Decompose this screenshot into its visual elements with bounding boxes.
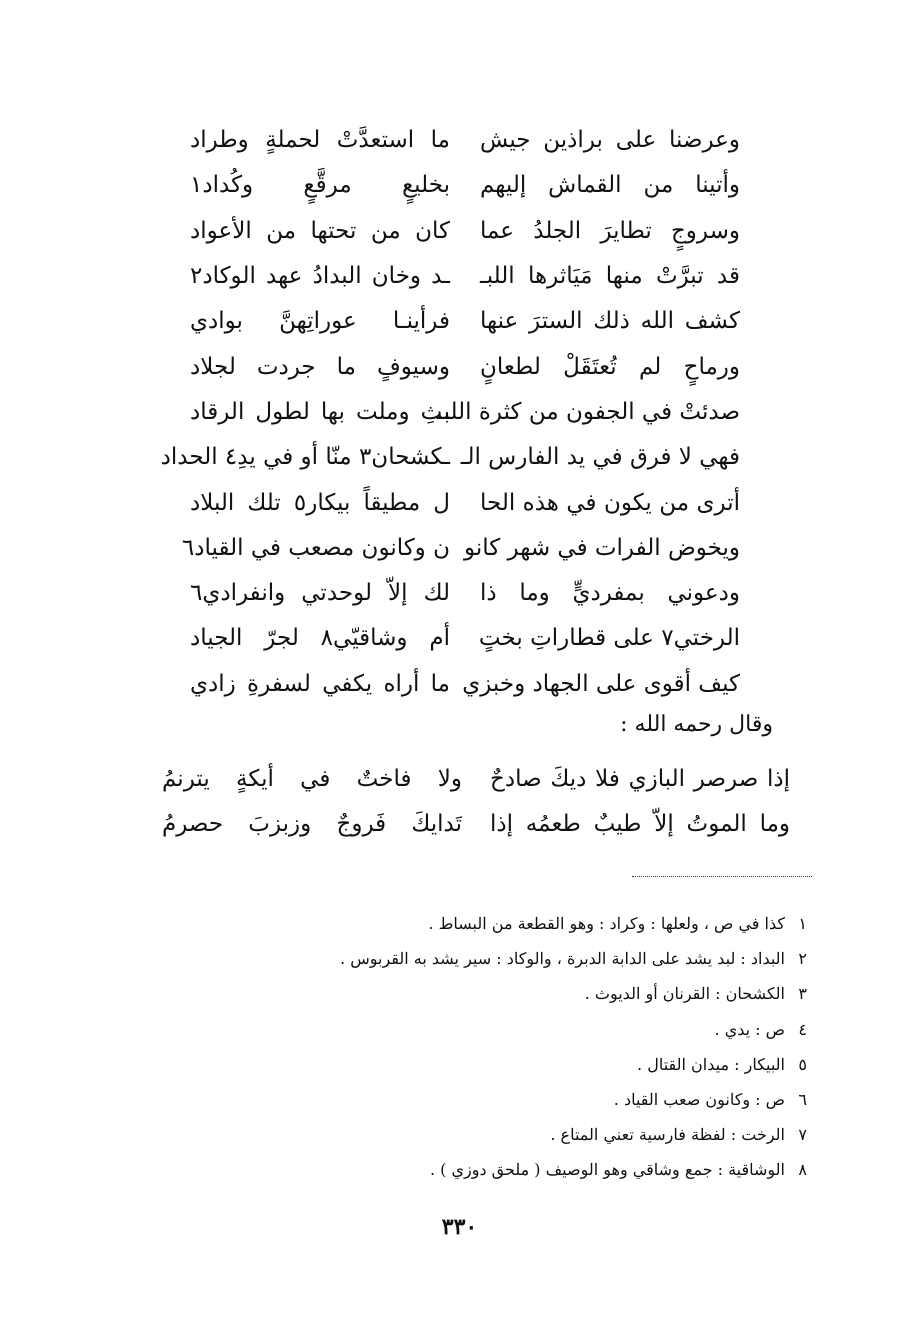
footnote-text: البداد : لبد يشد على الدابة الدبرة ، والوكاد : سير يشد به القربوس .: [340, 949, 785, 969]
verse-line: [180, 526, 740, 571]
footnote: [207, 976, 807, 1011]
verse-line: [180, 299, 740, 344]
verse-second-hemistich: كان من تحتها من الأعواد: [190, 217, 450, 244]
verse-first-hemistich: ودعوني بمفرديٍّ وما ذا: [480, 580, 740, 607]
verse-first-hemistich: وسروجٍ تطايرَ الجلدُ عما: [480, 217, 740, 244]
verse-first-hemistich: صدئتْ في الجفون من كثرة اللبـ: [436, 398, 740, 425]
poem-2: [162, 756, 790, 846]
footnote: [207, 1152, 807, 1187]
verse-line: [180, 662, 740, 707]
footnote: [207, 1082, 807, 1117]
footnote-number: ٢: [798, 949, 807, 969]
footnote-text: ص : يدي .: [714, 1019, 785, 1039]
footnote-number: ٨: [798, 1160, 807, 1180]
footnote-number: ٧: [798, 1125, 807, 1145]
footnote-number: ٦: [798, 1090, 807, 1110]
footnote-text: الوشاقية : جمع وشاقي وهو الوصيف ( ملحق دوزي ) .: [429, 1160, 785, 1180]
verse-second-hemistich: ـكشحان٣ منّا أو في يدِ٤ الحداد: [160, 444, 450, 471]
verse-first-hemistich: أترى من يكون في هذه الحا: [480, 489, 740, 516]
footnote: [207, 1012, 807, 1047]
verse-second-hemistich: تَدايكَ فَروجٌ وزبزبَ حصرمُ: [162, 810, 462, 837]
verse-first-hemistich: إذا صرصر البازي فلا ديكَ صادحٌ: [490, 765, 790, 792]
footnote-number: ١: [798, 914, 807, 934]
footnote: [207, 941, 807, 976]
verse-line: [180, 390, 740, 435]
footnote: [207, 1117, 807, 1152]
footnote-text: الرخت : لفظة فارسية تعني المتاع .: [550, 1125, 785, 1145]
verse-second-hemistich: ن وكانون مصعب في القياد٦: [181, 534, 450, 561]
verse-line: [180, 616, 740, 661]
verse-second-hemistich: لك إلاّ لوحدتي وانفرادي٦: [190, 580, 450, 607]
verse-second-hemistich: وسيوفٍ ما جردت لجلاد: [190, 353, 450, 380]
verse-line: [162, 801, 790, 846]
verse-first-hemistich: وما الموتُ إلاّ طيبٌ طعمُه إذا: [490, 810, 790, 837]
verse-line: [180, 254, 740, 299]
verse-second-hemistich: ل مطيقاً بيكار٥ تلك البلاد: [190, 489, 451, 516]
verse-second-hemistich: ولا فاختٌ في أيكةٍ يترنمُ: [162, 765, 462, 792]
verse-second-hemistich: أم وشاقيّي٨ لجرّ الجياد: [190, 625, 450, 652]
verse-line: [162, 756, 790, 801]
verse-line: [180, 571, 740, 616]
verse-first-hemistich: الرختي٧ على قطاراتِ بختٍ: [478, 625, 740, 652]
verse-second-hemistich: بخليعٍ مرقَّعٍ وكُداد١: [190, 172, 450, 199]
verse-first-hemistich: قد تبرَّتْ منها مَيَاثرها اللبـ: [480, 263, 740, 290]
footnote-text: ص : وكانون صعب القياد .: [613, 1090, 785, 1110]
footnote-number: ٥: [798, 1054, 807, 1074]
verse-first-hemistich: فهي لا فرق في يد الفارس الـ: [460, 444, 740, 471]
verse-second-hemistich: ما استعدَّتْ لحملةٍ وطراد: [190, 127, 450, 154]
verse-first-hemistich: كيف أقوى على الجهاد وخبزي: [462, 670, 740, 697]
verse-line: [180, 209, 740, 254]
verse-line: [180, 118, 740, 163]
poem-intro: وقال رحمه الله :: [620, 712, 773, 737]
verse-second-hemistich: فرأينـا عوراتِهنَّ بوادي: [190, 308, 450, 335]
footnote-text: الكشحان : القرنان أو الديوث .: [584, 984, 785, 1004]
footnotes: [207, 906, 807, 1188]
verse-first-hemistich: كشف الله ذلك السترَ عنها: [480, 308, 740, 335]
verse-second-hemistich: ما أراه يكفي لسفرةِ زادي: [190, 670, 450, 697]
verse-second-hemistich: ـثِ وملت بها لطول الرقاد: [190, 398, 450, 425]
verse-line: [180, 163, 740, 208]
verse-first-hemistich: وأتينا من القماش إليهم: [480, 172, 740, 199]
verse-first-hemistich: وعرضنا على براذين جيش: [480, 127, 740, 154]
poem-1: [160, 118, 740, 707]
verse-line: [160, 435, 740, 480]
verse-first-hemistich: ويخوض الفرات في شهر كانو: [463, 534, 740, 561]
footnote-number: ٣: [798, 984, 807, 1004]
footnote: [207, 1047, 807, 1082]
footnote: [207, 906, 807, 941]
page-number: ٣٣٠: [441, 1214, 478, 1240]
verse-first-hemistich: ورماحٍ لم تُعتَقَلْ لطعانٍ: [480, 353, 740, 380]
footnote-text: البيكار : ميدان القتال .: [637, 1054, 785, 1074]
verse-second-hemistich: ـد وخان البدادُ عهد الوكاد٢: [190, 263, 450, 290]
footnote-text: كذا في ص ، ولعلها : وكراد : وهو القطعة من البساط .: [428, 914, 785, 934]
verse-line: [180, 344, 740, 389]
footnote-separator: [632, 876, 812, 877]
footnote-number: ٤: [798, 1019, 807, 1039]
verse-line: [180, 480, 740, 525]
